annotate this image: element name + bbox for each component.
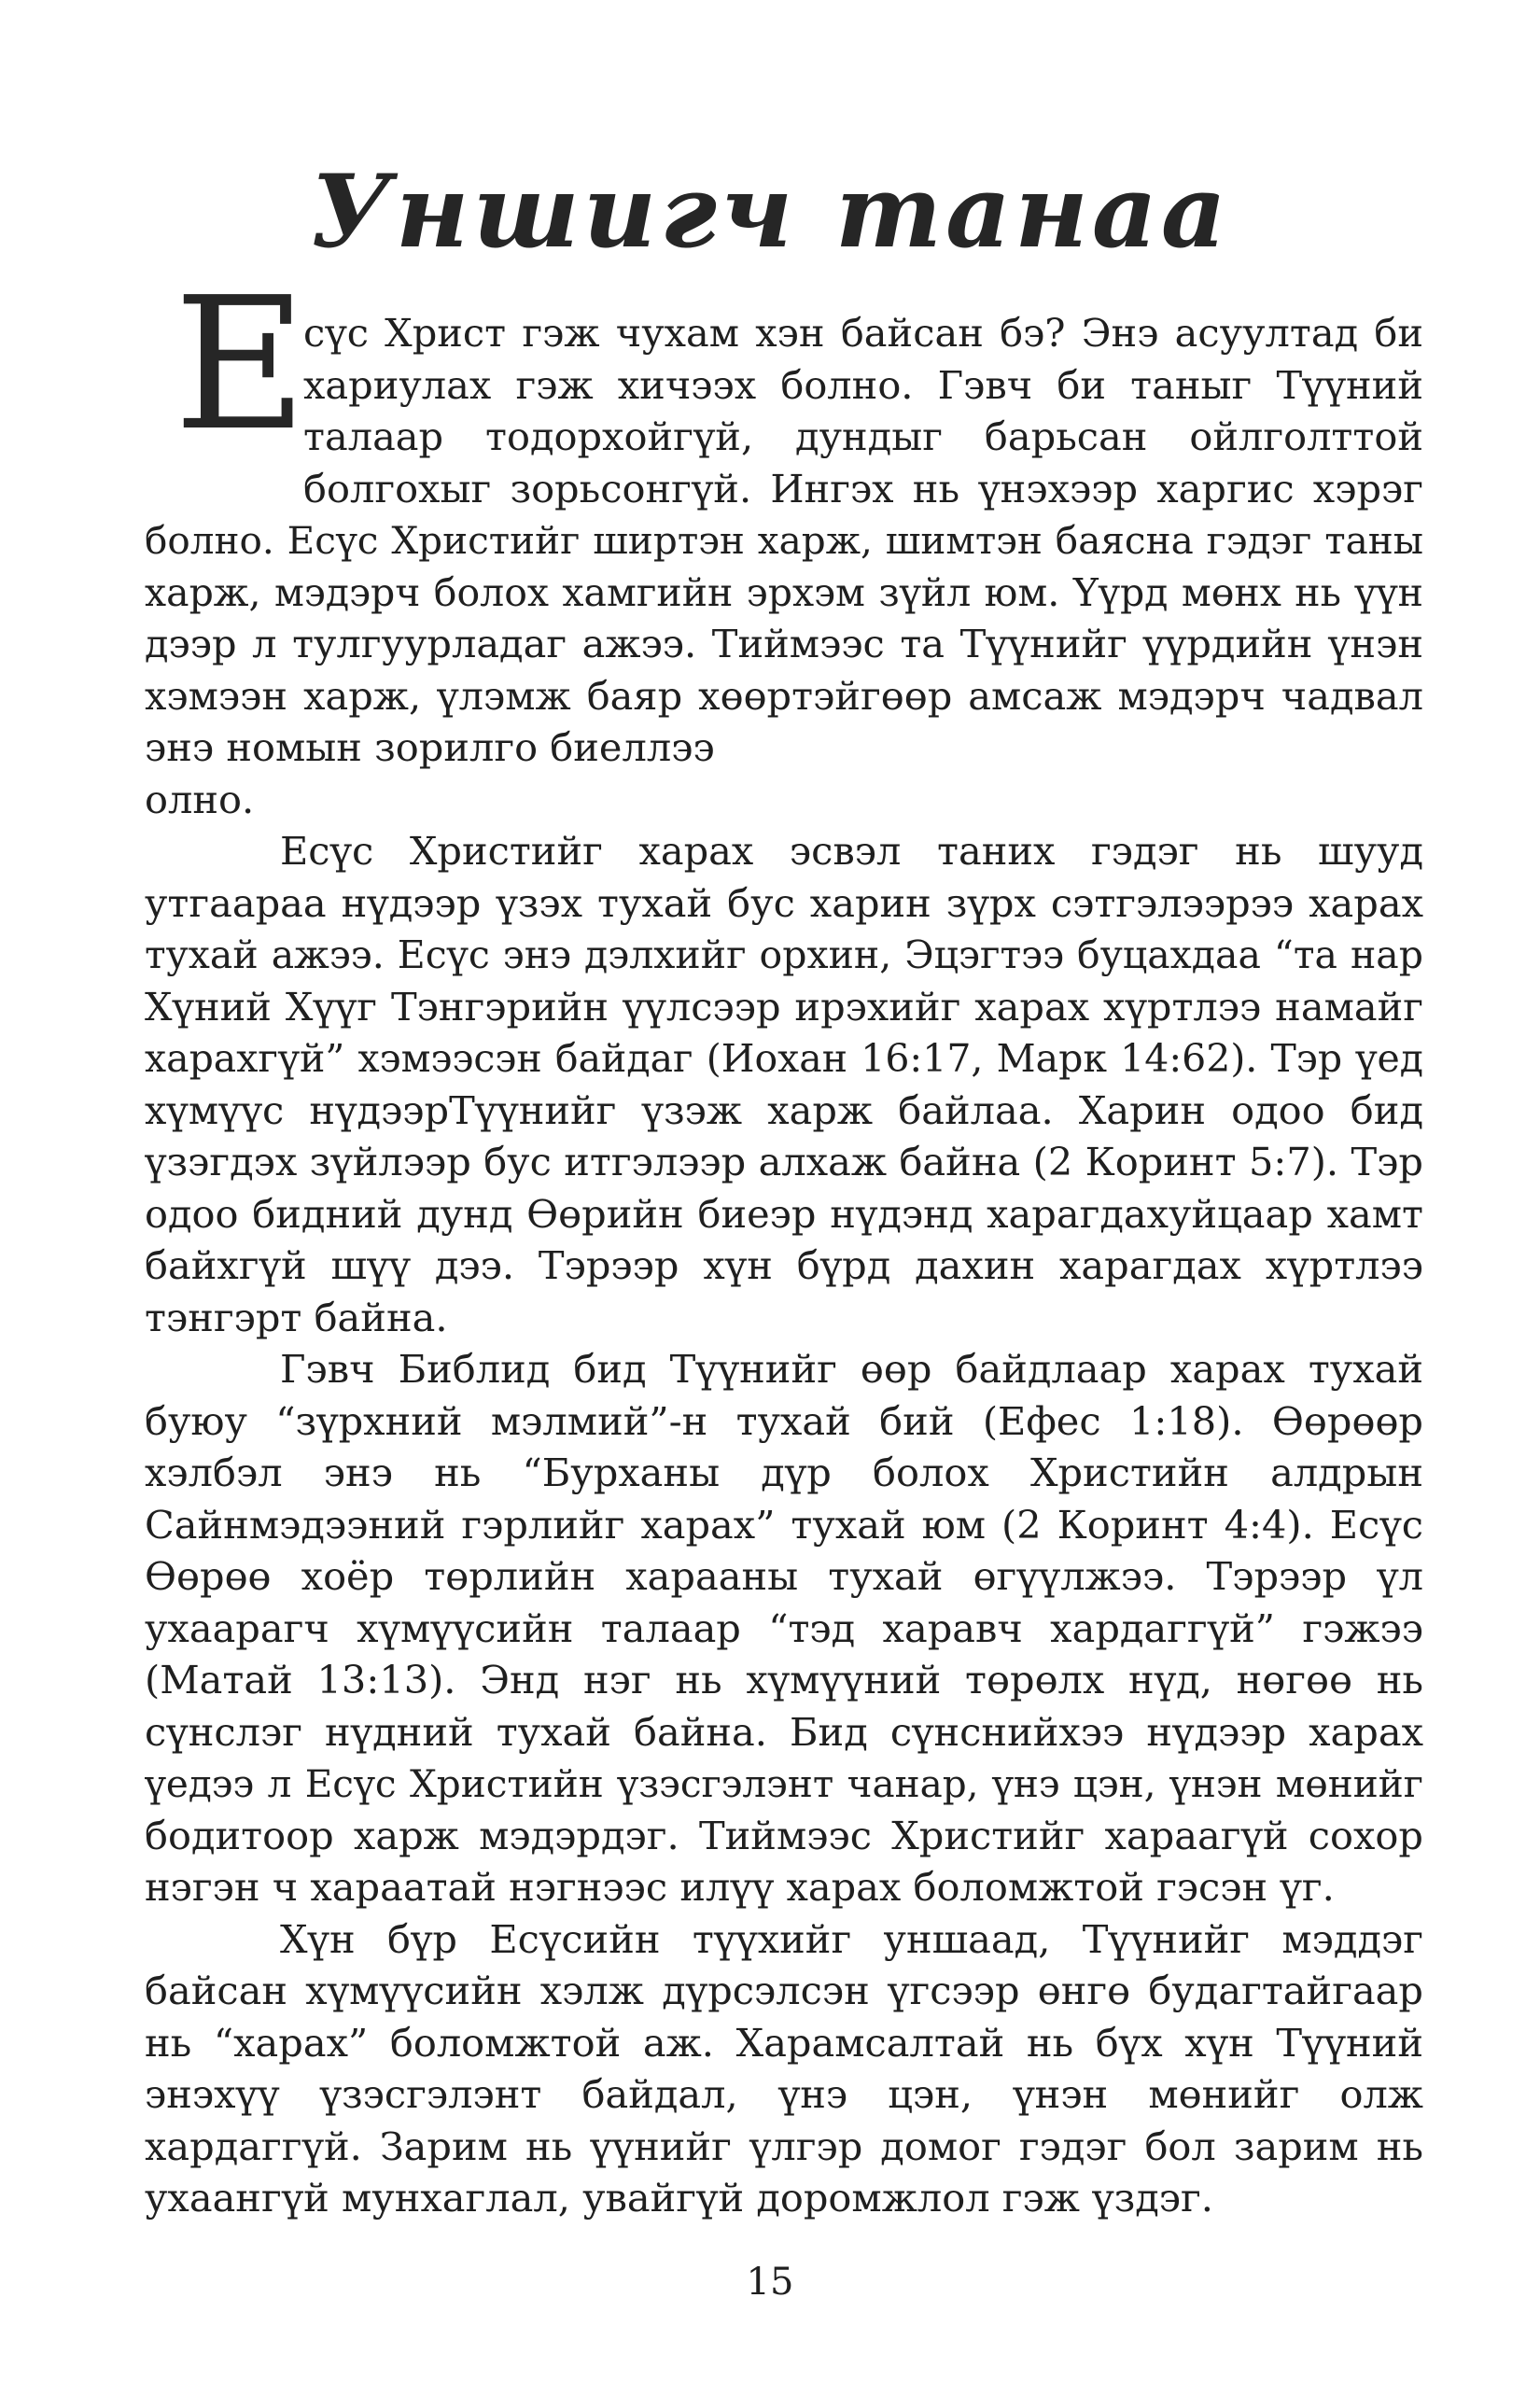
text-line: болгохыг зорьсонгүй. Ингэх нь үнэхээр харгис хэрэг: [303, 466, 1423, 511]
text-line: дээр л тулгуурладаг ажээ. Тиймээс та Түүнийг үүрдийн үнэн: [145, 621, 1423, 666]
text-line: энэ номын зорилго биеллээ: [145, 724, 715, 770]
text-line: үзэгдэх зүйлээр бус итгэлээр алхаж байна (2 Коринт 5:7). Тэр: [145, 1139, 1423, 1184]
page-number: 15: [746, 2261, 794, 2304]
text-line: Хүн бүр Есүсийн түүхийг уншаад, Түүнийг мэддэг: [280, 1916, 1423, 1962]
text-line: бодитоор харж мэдэрдэг. Тиймээс Христийг хараагүй сохор: [145, 1813, 1423, 1858]
text-line: энэхүү үзэсгэлэнт байдал, үнэ цэн, үнэн мөнийг олж: [145, 2071, 1423, 2117]
text-line: сүнслэг нүдний тухай байна. Бид сүнснийхээ нүдээр харах: [145, 1709, 1423, 1755]
text-line: болно. Есүс Христийг ширтэн харж, шимтэн баясна гэдэг таны: [145, 518, 1423, 563]
text-line: хэлбэл энэ нь “Бурханы дүр болох Христийн алдрын: [145, 1450, 1423, 1495]
text-line: нэгэн ч хараатай нэгнээс илүү харах боломжтой гэсэн үг.: [145, 1864, 1335, 1910]
page-title: Уншигч танаа: [310, 153, 1230, 271]
text-line: харж, мэдэрч болох хамгийн эрхэм зүйл юм. Үүрд мөнх нь үүн: [145, 570, 1423, 615]
text-line: утгаараа нүдээр үзэх тухай бус харин зүрх сэтгэлээрээ харах: [145, 880, 1423, 926]
text-line: нь “харах” боломжтой аж. Харамсалтай нь бүх хүн Түүний: [145, 2020, 1423, 2066]
text-line: тэнгэрт байна.: [145, 1295, 448, 1340]
text-line: сүс Христ гэж чухам хэн байсан бэ? Энэ асуултад би: [303, 310, 1423, 356]
text-line: олно.: [145, 777, 255, 822]
text-line: хардаггүй. Зарим нь үүнийг үлгэр домог гэдэг бол зарим нь: [145, 2123, 1423, 2169]
text-line: Сайнмэдээний гэрлийг харах” тухай юм (2 Коринт 4:4). Есүс: [145, 1502, 1423, 1548]
text-line: ухаангүй мунхаглал, увайгүй доромжлол гэж үздэг.: [145, 2175, 1213, 2221]
text-line: ухаарагч хүмүүсийн талаар “тэд харавч хардаггүй” гэжээ: [145, 1605, 1423, 1651]
text-line: (Матай 13:13). Энд нэг нь хүмүүний төрөлх нүд, нөгөө нь: [145, 1657, 1423, 1702]
text-line: буюу “зүрхний мэлмий”-н тухай бий (Ефес 1:18). Өөрөөр: [145, 1398, 1423, 1444]
text-line: байсан хүмүүсийн хэлж дүрсэлсэн үгсээр өнгө будагтайгаар: [145, 1968, 1423, 2013]
text-line: талаар тодорхойгүй, дундыг барьсан ойлголттой: [303, 413, 1423, 459]
text-line: одоо бидний дунд Өөрийн биеэр нүдэнд харагдахуйцаар хамт: [145, 1191, 1423, 1237]
text-line: хүмүүс нүдээрТүүнийг үзэж харж байлаа. Харин одоо бид: [145, 1087, 1423, 1133]
text-line: хэмээн харж, үлэмж баяр хөөртэйгөөр амсаж мэдэрч чадвал: [145, 673, 1423, 719]
text-line: Гэвч Библид бид Түүнийг өөр байдлаар харах тухай: [280, 1346, 1423, 1392]
text-line: харахгүй” хэмээсэн байдаг (Иохан 16:17, Марк 14:62). Тэр үед: [145, 1036, 1423, 1081]
text-line: үедээ л Есүс Христийн үзэсгэлэнт чанар, үнэ цэн, үнэн мөнийг: [145, 1761, 1423, 1806]
text-line: Есүс Христийг харах эсвэл таних гэдэг нь шууд: [280, 828, 1423, 874]
text-line: хариулах гэж хичээх болно. Гэвч би таныг Түүний: [303, 362, 1423, 408]
text-line: тухай ажээ. Есүс энэ дэлхийг орхин, Эцэгтээ буцахдаа “та нар: [145, 932, 1423, 977]
text-line: Хүний Хүүг Тэнгэрийн үүлсээр ирэхийг харах хүртлээ намайг: [145, 984, 1423, 1030]
text-line: байхгүй шүү дээ. Тэрээр хүн бүрд дахин харагдах хүртлээ: [145, 1242, 1423, 1288]
text-line: Өөрөө хоёр төрлийн харааны тухай өгүүлжээ. Тэрээр үл: [145, 1553, 1423, 1599]
drop-cap: Е: [174, 259, 308, 471]
